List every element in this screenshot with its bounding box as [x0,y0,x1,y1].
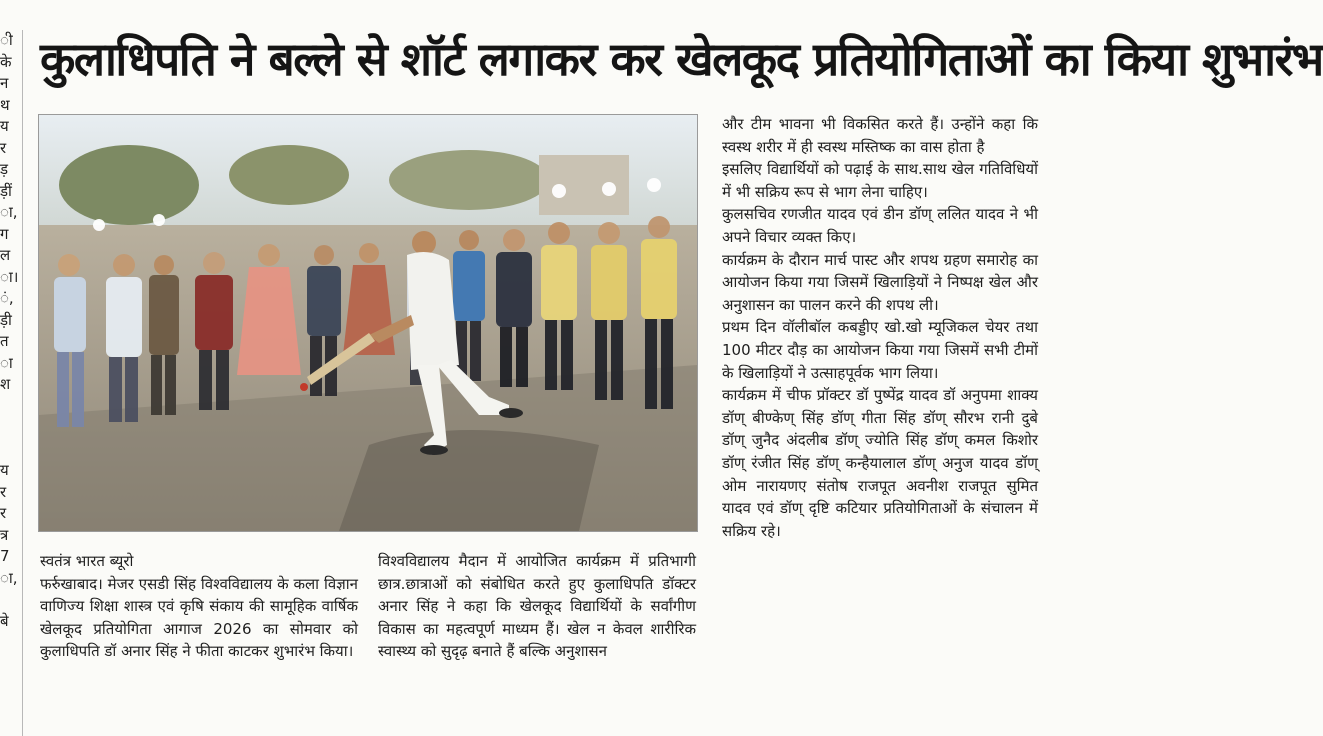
fragment-line: बे [0,611,9,630]
fragment-line: र [0,504,7,522]
fragment-line: ड़ [0,160,9,178]
column-divider [22,30,23,736]
article-paragraph: और टीम भावना भी विकसित करते हैं। उन्होंने कहा कि स्वस्थ शरीर में ही स्वस्थ मस्तिष्क का वास होता है [722,115,1038,156]
fragment-line: त्र [0,525,9,544]
fragment-line: श [0,375,11,393]
article-column-1 [40,550,358,663]
fragment-line: 7 [0,547,10,565]
fragment-line: न [0,74,9,92]
fragment-line: य [0,461,9,479]
fragment-line: ड़ी [0,310,12,329]
article-column-3 [722,113,1038,542]
fragment-line: र [0,138,7,157]
fragment-line [0,417,22,439]
cricket-inauguration-photo [39,115,697,531]
article-paragraph: कार्यक्रम के दौरान मार्च पास्ट और शपथ ग्रहण समारोह का आयोजन किया गया जिसमें खिलाड़ियों ने निष्पक्ष खेल और अनुशासन का पालन करने की शपथ ली। [722,250,1038,314]
fragment-line: र [0,482,7,501]
fragment-line: त [0,332,9,350]
fragment-line [0,396,22,418]
fragment-line [0,589,22,611]
byline: स्वतंत्र भारत ब्यूरो [40,552,134,570]
fragment-line: य [0,117,9,135]
fragment-line: ा, [0,568,18,587]
previous-article-fragment [0,30,22,736]
fragment-line: थ [0,95,10,114]
fragment-line: ा, [0,203,18,221]
fragment-line: ल [0,246,11,264]
fragment-line: ा [0,353,13,372]
article-paragraph: फर्रुखाबाद। मेजर एसडी सिंह विश्वविद्यालय के कला विज्ञान वाणिज्य शिक्षा शास्त्र एवं कृषि संकाय की सामूहिक वार्षिक खेलकूद प्रतियोगिता आगाज 2026 का सोमवार को कुलाधिपति डॉ अनार सिंह ने फीता काटकर शुभारंभ किया। [40,574,358,661]
article-paragraph: विश्वविद्यालय मैदान में आयोजित कार्यक्रम में प्रतिभागी छात्र.छात्राओं को संबोधित करते हुए कुलाधिपति डॉक्टर अनार सिंह ने कहा कि खेलकूद विद्यार्थियों के सर्वांगीण विकास का महत्वपूर्ण माध्यम हैं। खेल न केवल शारीरिक स्वास्थ्य को सुदृढ़ बनाते हैं बल्कि अनुशासन [378,552,696,661]
article-paragraph: कार्यक्रम में चीफ प्रॉक्टर डॉ पुष्पेंद्र यादव डॉ अनुपमा शाक्य डॉण् बीण्केण् सिंह डॉण् गीता सिंह डॉण् सौरभ रानी दुबे डॉण् जुनैद अंदलीब डॉण् ज्योति सिंह डॉण् कमल किशोर डॉण् रंजीत सिंह डॉण् कन्हैयालाल डॉण् अनुज यादव डॉण् ओम नारायणए संतोष राजपूत अवनीश राजपूत सुमित यादव एवं डॉण् दृष्टि कटियार प्रतियोगिताओं के संचालन में सक्रिय रहे। [722,386,1038,540]
article-paragraph: कुलसचिव रणजीत यादव एवं डीन डॉण् ललित यादव ने भी अपने विचार व्यक्त किए। [722,205,1038,246]
article-column-2 [378,550,696,663]
fragment-line: ड़ीं [0,181,12,200]
fragment-line: ं, [0,289,14,307]
article-headline: कुलाधिपति ने बल्ले से शॉर्ट लगाकर कर खेलकूद प्रतियोगिताओं का किया शुभारंभ [40,32,1323,86]
fragment-line: ा। [0,267,19,286]
article-paragraph: इसलिए विद्यार्थियों को पढ़ाई के साथ.साथ खेल गतिविधियों में भी सक्रिय रूप से भाग लेना चाहिए। [722,160,1038,201]
article-paragraph: प्रथम दिन वॉलीबॉल कबड्डीए खो.खो म्यूजिकल चेयर तथा 100 मीटर दौड़ का आयोजन किया गया जिसमें सभी टीमों के खिलाड़ियों ने उत्साहपूर्वक भाग लिया। [722,318,1038,382]
fragment-line: ी [0,31,13,49]
news-photo [38,114,698,532]
fragment-line [0,439,22,461]
fragment-line: ग [0,224,9,243]
fragment-line: के [0,52,12,71]
